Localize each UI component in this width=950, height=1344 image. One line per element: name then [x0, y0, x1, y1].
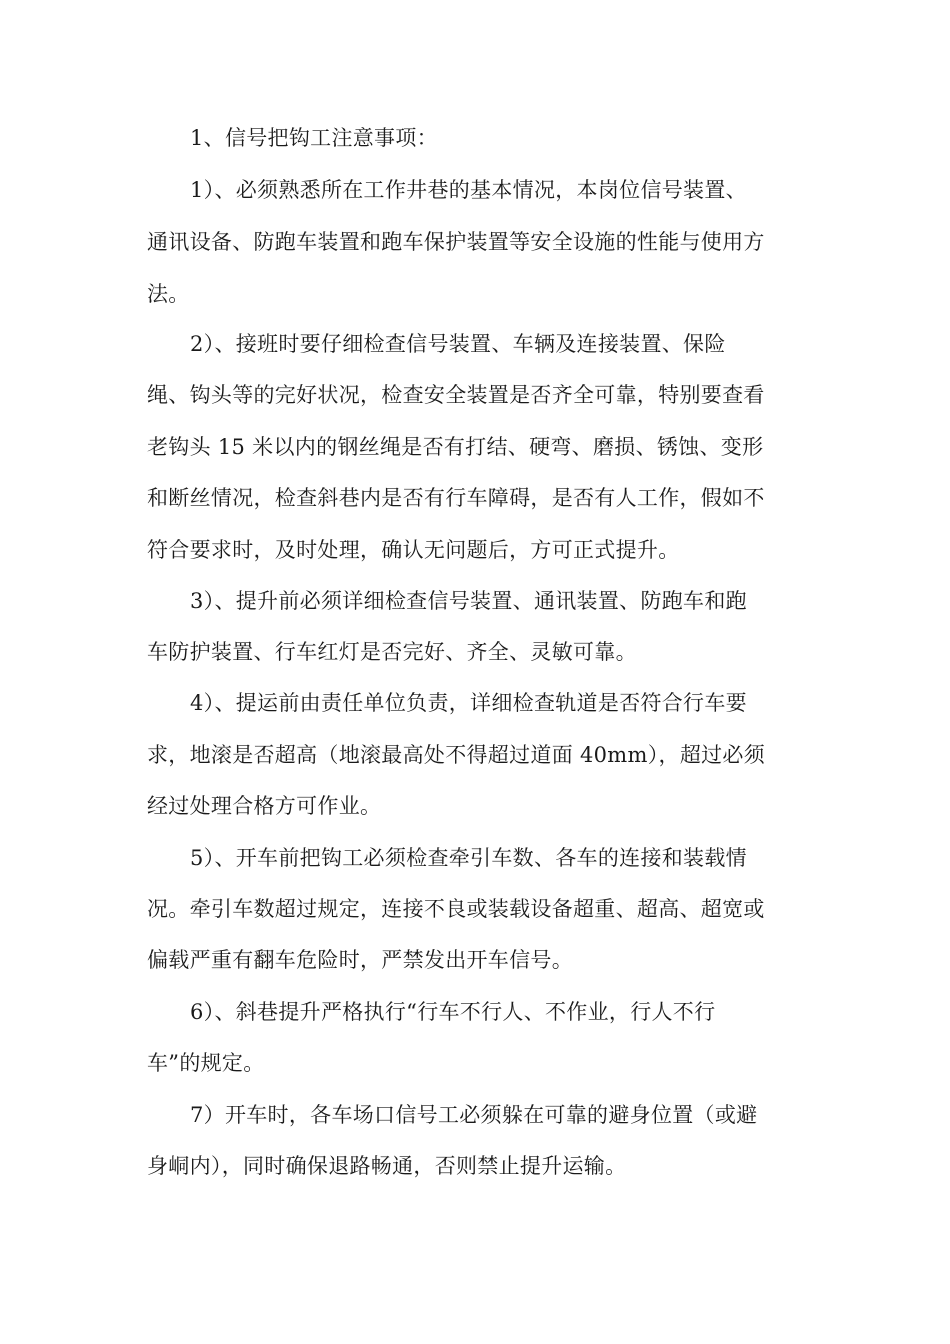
item-3-line-1: 3）、提升前必须详细检查信号装置、通讯装置、防跑车和跑 — [190, 589, 747, 613]
item-5-line-1: 5）、开车前把钩工必须检查牵引车数、各车的连接和装载情 — [190, 846, 747, 870]
item-3-line-2: 车防护装置、行车红灯是否完好、齐全、灵敏可靠。 — [147, 640, 637, 664]
item-2-line-3: 老钩头 15 米以内的钢丝绳是否有打结、硬弯、磨损、锈蚀、变形 — [147, 435, 764, 459]
section-heading: 1、信号把钩工注意事项： — [190, 126, 438, 150]
item-2-line-4: 和断丝情况，检查斜巷内是否有行车障碍，是否有人工作，假如不 — [147, 486, 765, 510]
item-4-line-2: 求，地滚是否超高（地滚最高处不得超过道面 40mm），超过必须 — [147, 743, 766, 767]
item-7-line-1: 7）开车时，各车场口信号工必须躲在可靠的避身位置（或避 — [190, 1103, 758, 1127]
item-2-line-5: 符合要求时，及时处理，确认无问题后，方可正式提升。 — [147, 538, 680, 562]
item-1-line-1: 1）、必须熟悉所在工作井巷的基本情况，本岗位信号装置、 — [190, 178, 747, 202]
item-6-line-1: 6）、斜巷提升严格执行“行车不行人、不作业，行人不行 — [190, 1000, 716, 1024]
item-1-line-3: 法。 — [147, 282, 190, 306]
item-4-line-1: 4）、提运前由责任单位负责，详细检查轨道是否符合行车要 — [190, 691, 747, 715]
item-6-line-2: 车”的规定。 — [147, 1051, 265, 1075]
item-2-line-1: 2）、接班时要仔细检查信号装置、车辆及连接装置、保险 — [190, 332, 726, 356]
item-1-line-2: 通讯设备、防跑车装置和跑车保护装置等安全设施的性能与使用方 — [147, 230, 765, 254]
item-4-line-3: 经过处理合格方可作业。 — [147, 794, 382, 818]
item-2-line-2: 绳、钩头等的完好状况，检查安全装置是否齐全可靠，特别要查看 — [147, 383, 765, 407]
item-5-line-3: 偏载严重有翻车危险时，严禁发出开车信号。 — [147, 948, 573, 972]
item-5-line-2: 况。牵引车数超过规定，连接不良或装载设备超重、超高、超宽或 — [147, 897, 765, 921]
item-7-line-2: 身峒内），同时确保退路畅通，否则禁止提升运输。 — [147, 1154, 627, 1178]
